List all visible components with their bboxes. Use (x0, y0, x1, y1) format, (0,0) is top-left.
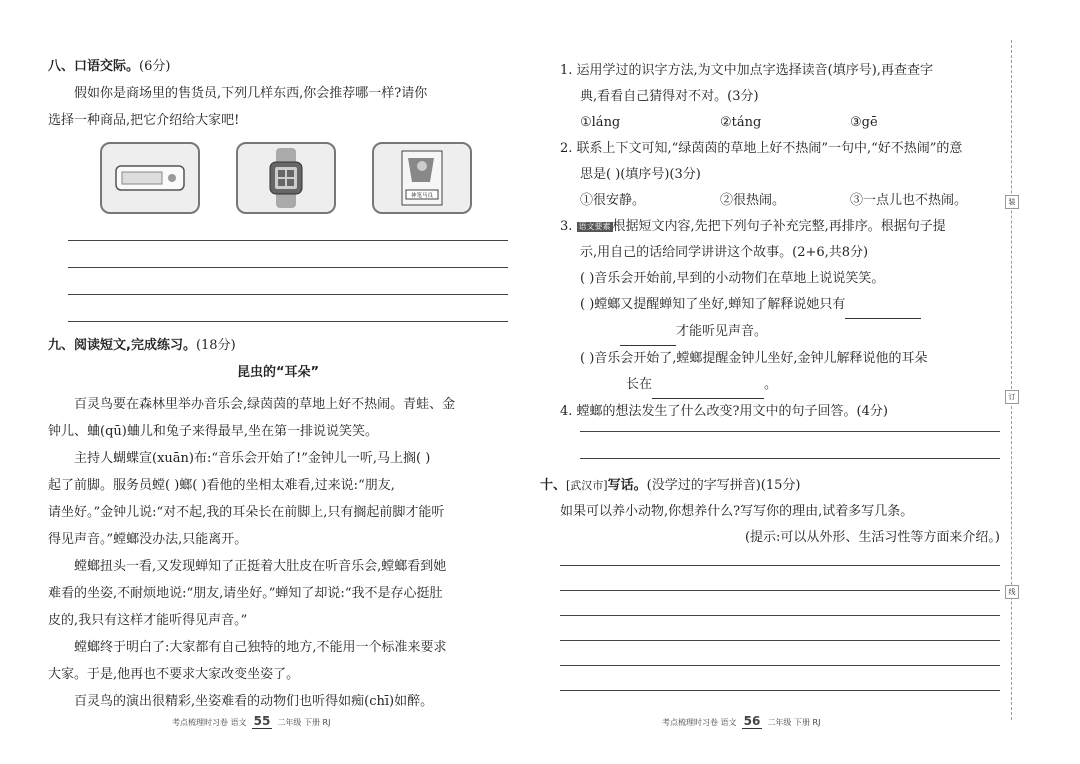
prompt-line: 选择一种商品,把它介绍给大家吧! (48, 113, 240, 128)
binding-mark: 装 (1005, 195, 1019, 209)
story-line: 主持人蝴蝶宣(xuān)布:“音乐会开始了!”金钟儿一听,马上搁( ) (74, 451, 431, 466)
footer-grade: 二年级 下册 RJ (767, 718, 821, 727)
left-page (48, 58, 508, 715)
answer-line (68, 321, 508, 322)
story-line: 皮的,我只有这样才能听得见声音。” (48, 613, 248, 628)
option: ①很安静。 (580, 193, 646, 208)
left-footer (172, 714, 330, 728)
answer-line (580, 458, 1000, 459)
sentence-text: ( )螳螂又提醒蝉知了坐好,蝉知了解释说她只有 (580, 297, 846, 312)
story-title: 昆虫的“耳朵” (236, 365, 320, 380)
answer-line (560, 690, 1000, 691)
answer-line (68, 267, 508, 268)
story-line: 得见声音。”螳螂没办法,只能离开。 (48, 532, 248, 547)
writing-lines (560, 565, 1000, 691)
footer-grade: 二年级 下册 RJ (277, 718, 331, 727)
smartwatch-icon (236, 142, 336, 214)
section-score: (18分) (195, 338, 236, 353)
answer-line (560, 590, 1000, 591)
sentence-text: 长在 (626, 377, 653, 392)
question-number: 3. (560, 219, 573, 234)
section-10-heading (540, 473, 1000, 499)
q3-sentence: ( )音乐会开始前,早到的小动物们在草地上说说笑笑。 (580, 271, 885, 286)
section-title: 九、阅读短文,完成练习。 (48, 338, 196, 353)
story-line: 钟儿、蛐(qū)蛐儿和兔子来得最早,坐在第一排说说笑笑。 (48, 424, 378, 439)
section-title: 写话。 (607, 478, 647, 493)
right-page (540, 58, 1000, 691)
q1-line: 典,看看自己猜得对不对。(3分) (580, 89, 759, 104)
binding-mark: 线 (1005, 585, 1019, 599)
story-line: 百灵鸟的演出很精彩,坐姿难看的动物们也听得如痴(chī)如醉。 (74, 694, 434, 709)
q3-sentence (560, 292, 1000, 319)
story-line: 难看的坐姿,不耐烦地说:“朋友,请坐好。”蝉知了却说:“我不是存心挺肚 (48, 586, 443, 601)
right-footer (662, 714, 820, 728)
fill-blank[interactable] (652, 372, 764, 399)
section-8-heading (48, 58, 508, 76)
story-line: 螳螂扭头一看,又发现蝉知了正挺着大肚皮在听音乐会,螳螂看到她 (74, 559, 447, 574)
binding-mark: 订 (1005, 390, 1019, 404)
binding-line (1011, 40, 1012, 720)
sentence-text: 才能听见声音。 (676, 324, 768, 339)
writing-hint: (提示:可以从外形、生活习性等方面来介绍。) (744, 530, 1000, 545)
page-number: 56 (743, 714, 761, 728)
section-score: (没学过的字写拼音)(15分) (646, 478, 801, 493)
answer-line (560, 640, 1000, 641)
speaker-icon (100, 142, 200, 214)
q3-text: 根据短文内容,先把下列句子补充完整,再排序。根据句子提 (612, 219, 946, 234)
option: ③一点儿也不热闹。 (850, 193, 968, 208)
key-element-tag: 语文要素 (578, 221, 611, 231)
option: ②táng (720, 115, 762, 130)
section-title: 八、口语交际。 (48, 59, 140, 74)
section-9-heading (48, 337, 508, 355)
section-score: (6分) (139, 59, 171, 74)
footer-book: 考点梳理时习卷 语文 (662, 718, 737, 727)
q3-sentence: ( )音乐会开始了,螳螂提醒金钟儿坐好,金钟儿解释说他的耳朵 (580, 351, 928, 366)
answer-lines (68, 240, 508, 322)
section-prefix: 十、 (540, 478, 567, 493)
story-line: 大家。于是,他再也不要求大家改变坐姿了。 (48, 667, 300, 682)
q1-options (560, 110, 1000, 136)
q1-line: 1. 运用学过的识字方法,为文中加点字选择读音(填序号),再查查字 (560, 63, 933, 78)
answer-line (68, 294, 508, 295)
footer-book: 考点梳理时习卷 语文 (172, 718, 247, 727)
option: ②很热闹。 (720, 193, 786, 208)
q2-options (560, 188, 1000, 214)
sentence-text: 。 (764, 377, 778, 392)
product-images (100, 142, 508, 214)
fill-blank[interactable] (845, 292, 921, 319)
q3-line (560, 214, 1000, 240)
q4-line: 4. 螳螂的想法发生了什么改变?用文中的句子回答。(4分) (560, 404, 888, 419)
q3-line: 示,用自己的话给同学讲讲这个故事。(2+6,共8分) (580, 245, 869, 260)
q2-line: 思是( )(填序号)(3分) (580, 167, 701, 182)
answer-lines (560, 431, 1000, 459)
answer-line (580, 431, 1000, 432)
q3-sentence (560, 372, 1000, 399)
prompt-line: 假如你是商场里的售货员,下列几样东西,你会推荐哪一样?请你 (74, 86, 428, 101)
q3-sentence (560, 319, 1000, 346)
answer-line (560, 615, 1000, 616)
writing-prompt: 如果可以养小动物,你想养什么?写写你的理由,试着多写几条。 (560, 504, 914, 519)
page-number: 55 (253, 714, 271, 728)
book-icon (372, 142, 472, 214)
fill-blank[interactable] (620, 319, 676, 346)
story-line: 螳螂终于明白了:大家都有自己独特的地方,不能用一个标准来要求 (74, 640, 447, 655)
answer-line (560, 565, 1000, 566)
answer-line (68, 240, 508, 241)
region-tag: [武汉市] (566, 479, 608, 492)
story-line: 请坐好。”金钟儿说:“对不起,我的耳朵长在前脚上,只有搁起前脚才能听 (48, 505, 445, 520)
option: ③gē (850, 115, 878, 130)
option: ①láng (580, 115, 621, 130)
q2-line: 2. 联系上下文可知,“绿茵茵的草地上好不热闹”一句中,“好不热闹”的意 (560, 141, 963, 156)
story-line: 百灵鸟要在森林里举办音乐会,绿茵茵的草地上好不热闹。青蛙、金 (74, 397, 456, 412)
answer-line (560, 665, 1000, 666)
book-cover-title: 神笔马良 (410, 193, 434, 199)
story-body (48, 391, 508, 715)
story-line: 起了前脚。服务员螳( )螂( )看他的坐相太难看,过来说:“朋友, (48, 478, 395, 493)
